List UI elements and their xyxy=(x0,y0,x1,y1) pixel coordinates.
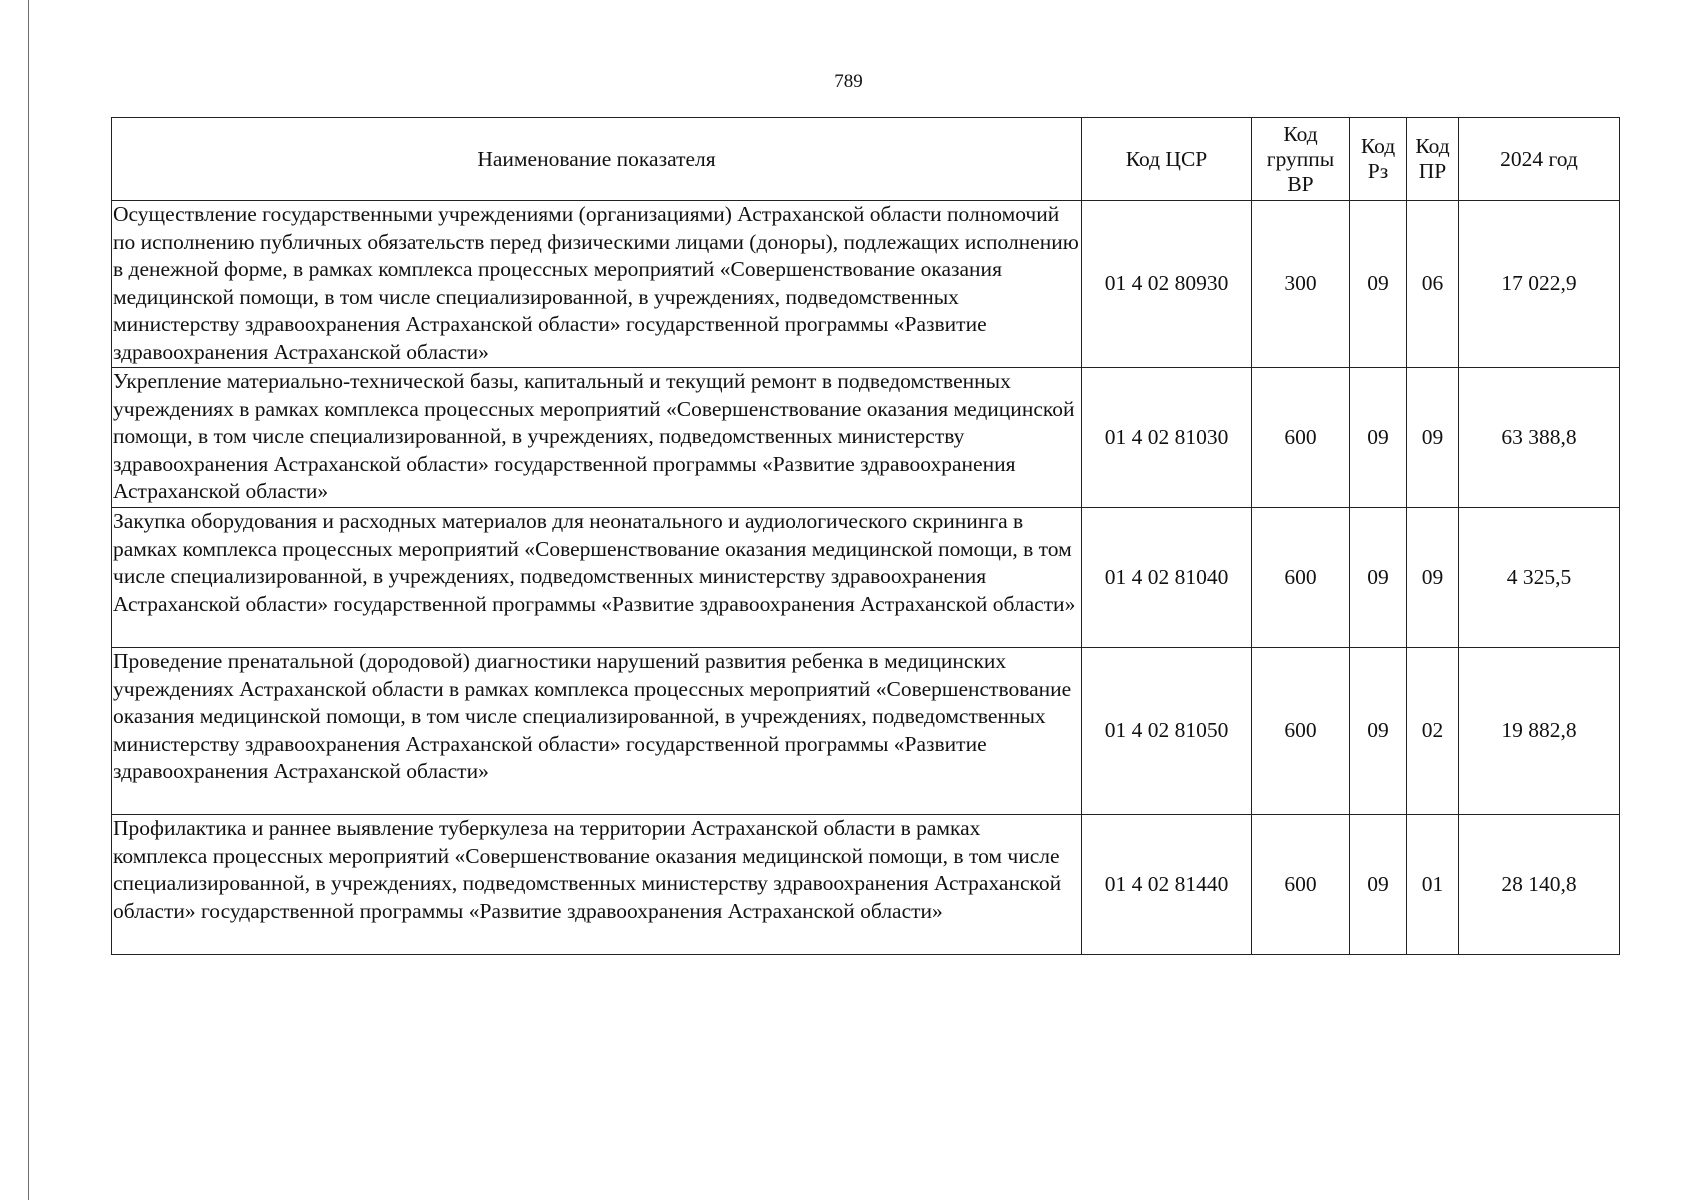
row-rz-code: 09 xyxy=(1350,201,1407,368)
header-pr-code: Код ПР xyxy=(1407,118,1459,201)
row-pr-code: 09 xyxy=(1407,368,1459,508)
row-rz-code: 09 xyxy=(1350,648,1407,815)
header-csr-code: Код ЦСР xyxy=(1082,118,1252,201)
row-amount: 17 022,9 xyxy=(1459,201,1620,368)
row-rz-code: 09 xyxy=(1350,508,1407,648)
table-row xyxy=(112,508,1620,648)
row-csr-code: 01 4 02 81440 xyxy=(1082,815,1252,955)
row-csr-code: 01 4 02 81030 xyxy=(1082,368,1252,508)
row-amount: 63 388,8 xyxy=(1459,368,1620,508)
row-amount: 19 882,8 xyxy=(1459,648,1620,815)
row-pr-code: 01 xyxy=(1407,815,1459,955)
row-csr-code: 01 4 02 81050 xyxy=(1082,648,1252,815)
row-vr-code: 600 xyxy=(1252,815,1350,955)
header-rz-code: Код Рз xyxy=(1350,118,1407,201)
row-csr-code: 01 4 02 80930 xyxy=(1082,201,1252,368)
header-name: Наименование показателя xyxy=(112,118,1082,201)
row-pr-code: 06 xyxy=(1407,201,1459,368)
row-vr-code: 600 xyxy=(1252,368,1350,508)
table-row xyxy=(112,201,1620,368)
row-rz-code: 09 xyxy=(1350,815,1407,955)
row-pr-code: 09 xyxy=(1407,508,1459,648)
row-vr-code: 300 xyxy=(1252,201,1350,368)
row-name: Укрепление материально-технической базы, капитальный и текущий ремонт в подведомственных учреждениях в рамках комплекса процессных мероприятий «Совершенствование оказания медицинской помощи, в том числе специализированной, в учреждениях, подведомственных министерству здравоохранения Астраханской области» государственной программы «Развитие здравоохранения Астраханской области» xyxy=(112,368,1082,508)
table-row xyxy=(112,815,1620,955)
table-row xyxy=(112,368,1620,508)
row-name: Профилактика и раннее выявление туберкулеза на территории Астраханской области в рамках комплекса процессных мероприятий «Совершенствование оказания медицинской помощи, в том числе специализированной, в учреждениях, подведомственных министерству здравоохранения Астраханской области» государственной программы «Развитие здравоохранения Астраханской области» xyxy=(112,815,1082,955)
row-rz-code: 09 xyxy=(1350,368,1407,508)
table-row xyxy=(112,648,1620,815)
page-number: 789 xyxy=(834,71,863,92)
row-name: Осуществление государственными учреждениями (организациями) Астраханской области полномочий по исполнению публичных обязательств перед физическими лицами (доноры), подлежащих исполнению в денежной форме, в рамках комплекса процессных мероприятий «Совершенствование оказания медицинской помощи, в том числе специализированной, в учреждениях, подведомственных министерству здравоохранения Астраханской области» государственной программы «Развитие здравоохранения Астраханской области» xyxy=(112,201,1082,368)
row-amount: 28 140,8 xyxy=(1459,815,1620,955)
row-amount: 4 325,5 xyxy=(1459,508,1620,648)
budget-table xyxy=(111,117,1620,955)
row-pr-code: 02 xyxy=(1407,648,1459,815)
row-vr-code: 600 xyxy=(1252,648,1350,815)
header-year: 2024 год xyxy=(1459,118,1620,201)
scan-edge-line xyxy=(28,0,29,1200)
row-csr-code: 01 4 02 81040 xyxy=(1082,508,1252,648)
row-vr-code: 600 xyxy=(1252,508,1350,648)
row-name: Закупка оборудования и расходных материалов для неонатального и аудиологического скрининга в рамках комплекса процессных мероприятий «Совершенствование оказания медицинской помощи, в том числе специализированной, в учреждениях, подведомственных министерству здравоохранения Астраханской области» государственной программы «Развитие здравоохранения Астраханской области» xyxy=(112,508,1082,648)
row-name: Проведение пренатальной (дородовой) диагностики нарушений развития ребенка в медицинских учреждениях Астраханской области в рамках комплекса процессных мероприятий «Совершенствование оказания медицинской помощи, в том числе специализированной, в учреждениях, подведомственных министерству здравоохранения Астраханской области» государственной программы «Развитие здравоохранения Астраханской области» xyxy=(112,648,1082,815)
table-header-row xyxy=(112,118,1620,201)
header-vr-code: Код группы ВР xyxy=(1252,118,1350,201)
